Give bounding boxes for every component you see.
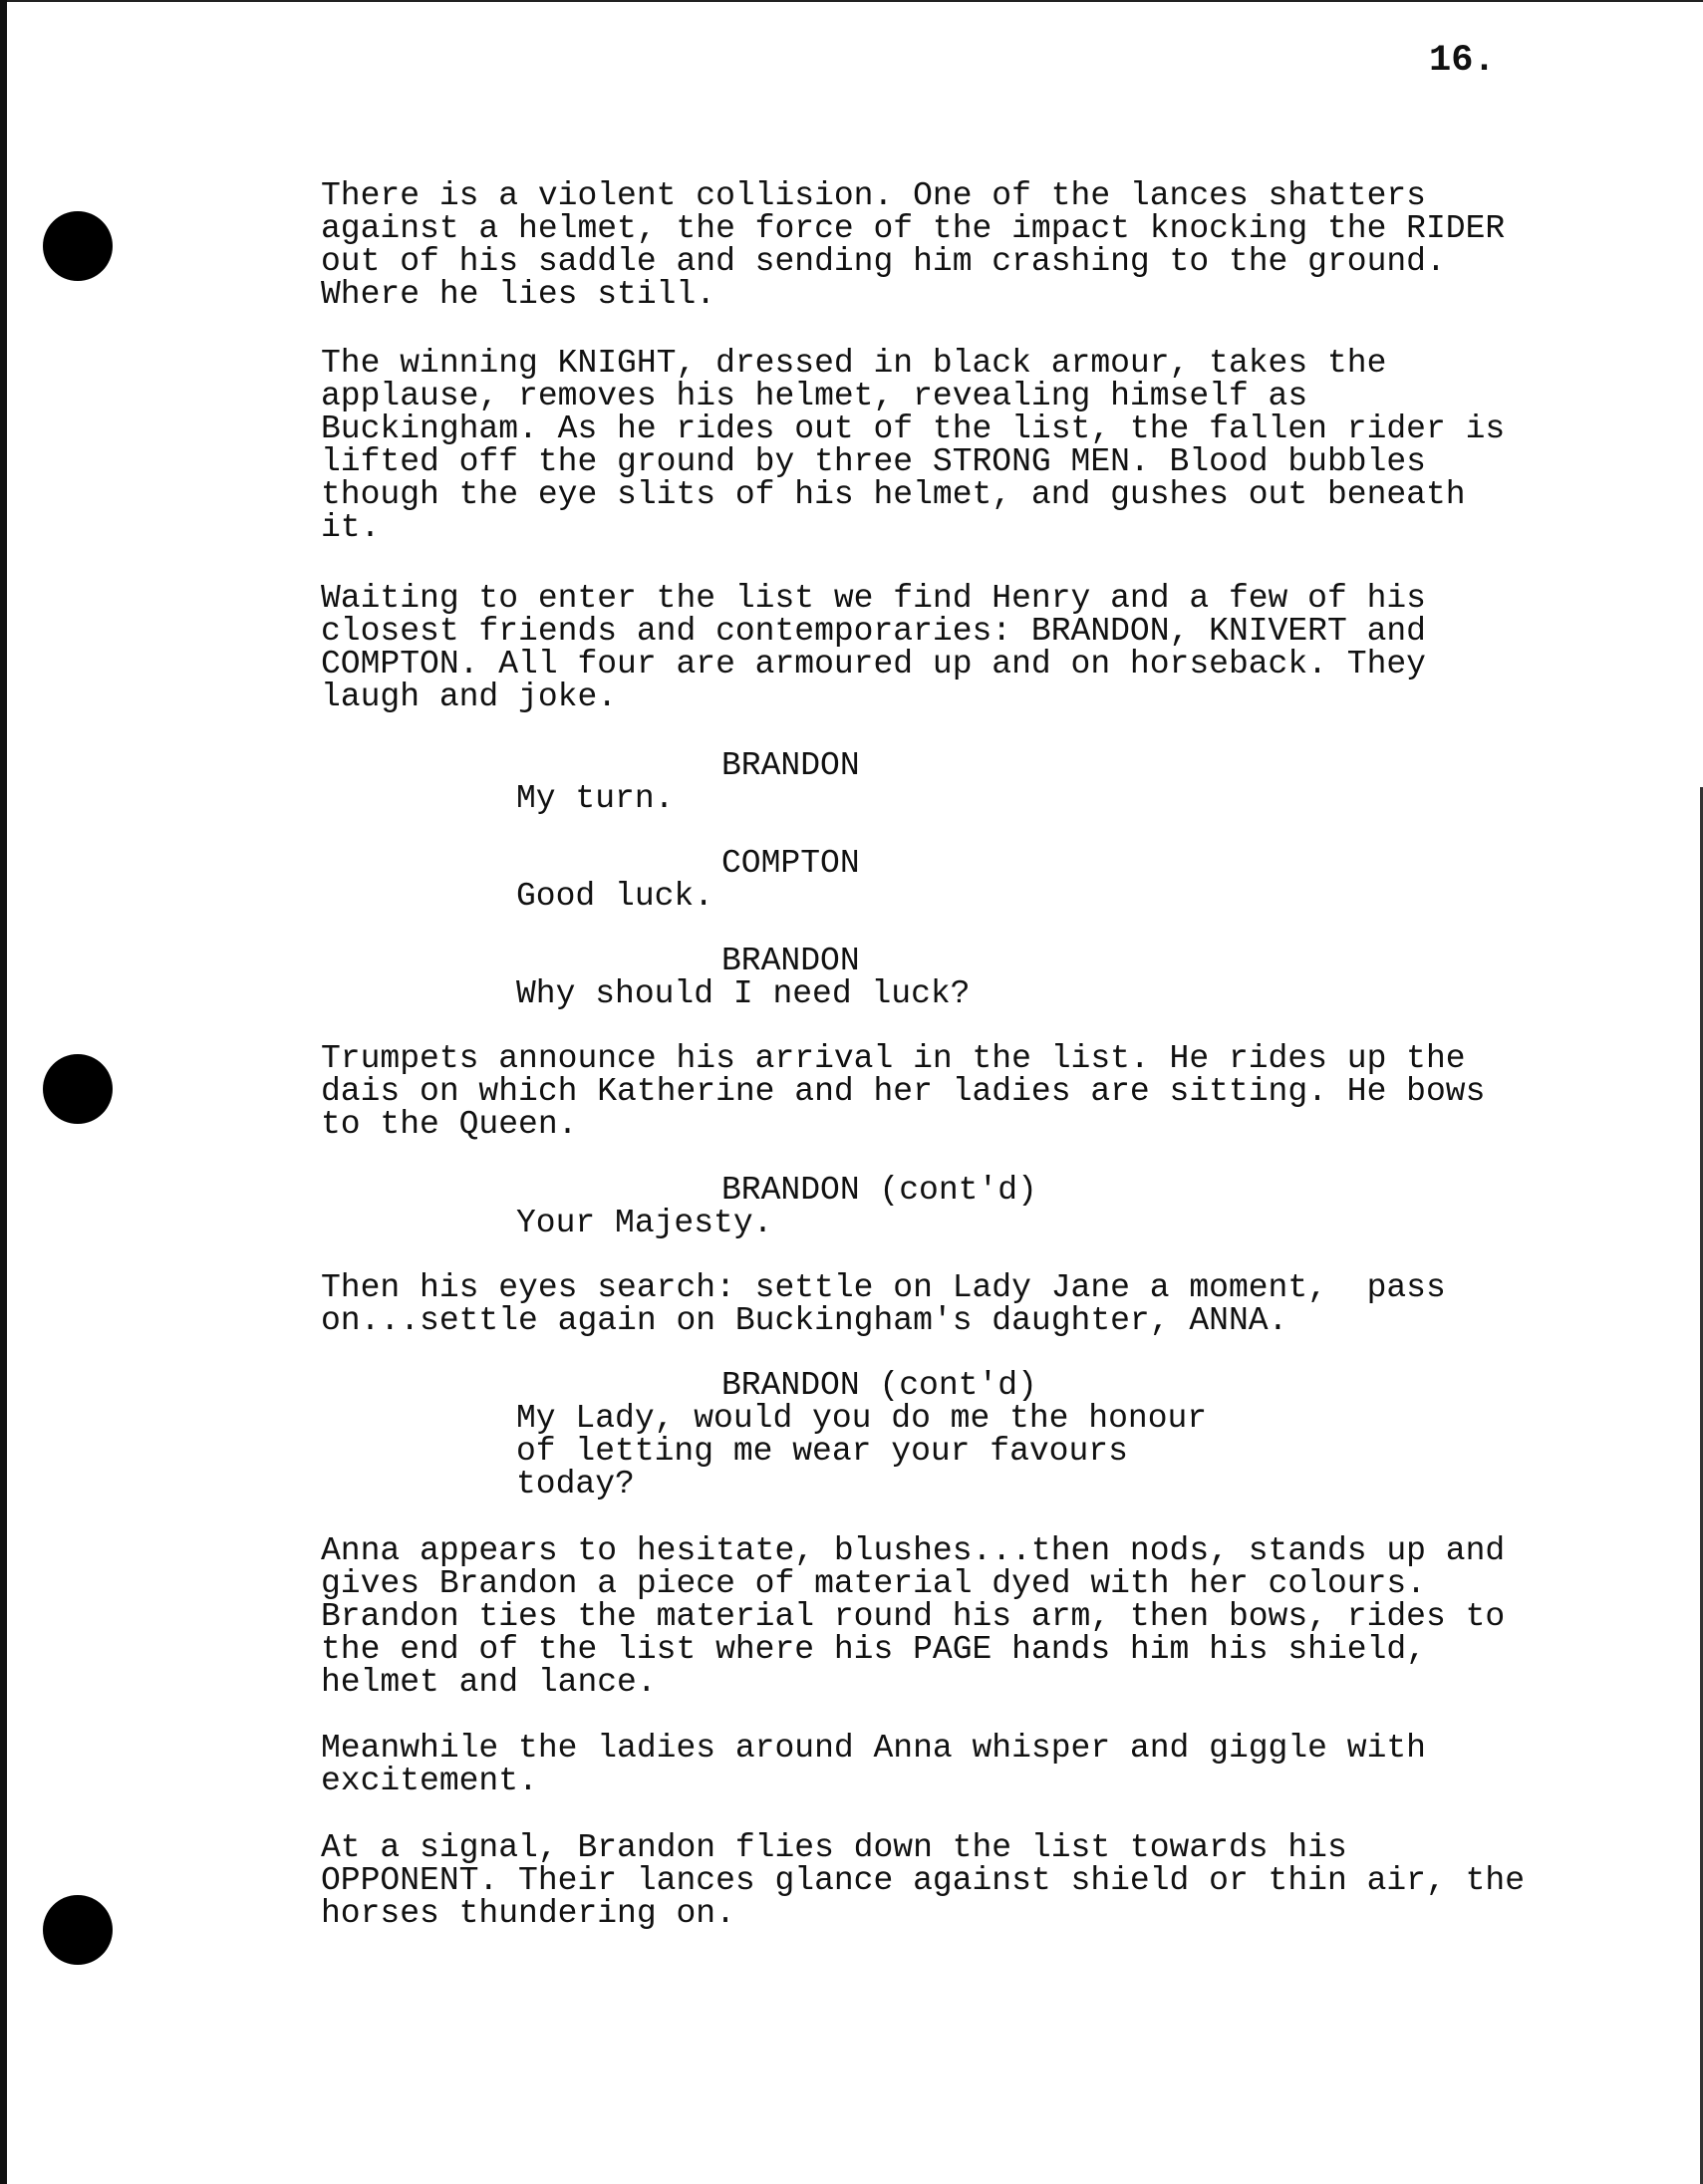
character-cue-brandon-2: BRANDON	[721, 943, 860, 979]
punch-hole-middle	[43, 1054, 113, 1124]
character-cue-compton: COMPTON	[721, 845, 860, 882]
action-winning-knight: The winning KNIGHT, dressed in black armour, takes the applause, removes his helmet, revealing himself as Buckingham. As he rides out of the list, the fallen rider is lifted off the ground by three STRONG MEN. Blood bubbles though the eye slits of his helmet, and gushes out beneath it.	[321, 345, 1506, 546]
action-trumpets: Trumpets announce his arrival in the list. He rides up the dais on which Katherine and her ladies are sitting. He bows to the Queen.	[321, 1040, 1486, 1143]
dialogue-your-majesty: Your Majesty.	[516, 1205, 773, 1241]
punch-hole-top	[43, 211, 113, 281]
character-cue-brandon-contd-2: BRANDON (cont'd)	[721, 1367, 1037, 1404]
dialogue-my-turn: My turn.	[516, 780, 675, 817]
dialogue-why-need-luck: Why should I need luck?	[516, 975, 971, 1012]
action-waiting-to-enter: Waiting to enter the list we find Henry and a few of his closest friends and contemporaries: BRANDON, KNIVERT and COMPTON. All four are armoured up and on horseback. They laugh and joke.	[321, 580, 1426, 715]
character-cue-brandon-contd: BRANDON (cont'd)	[721, 1172, 1037, 1209]
character-cue-brandon: BRANDON	[721, 747, 860, 784]
action-ladies-whisper: Meanwhile the ladies around Anna whisper and giggle with excitement.	[321, 1730, 1426, 1799]
dialogue-my-lady: My Lady, would you do me the honour of letting me wear your favours today?	[516, 1400, 1208, 1502]
action-anna-hesitates: Anna appears to hesitate, blushes...then nods, stands up and gives Brandon a piece of material dyed with her colours. Brandon ties the material round his arm, then bows, rides to the end of the list where his PAGE hands him his shield, helmet and lance.	[321, 1532, 1506, 1701]
page-top-edge	[0, 0, 1703, 2]
action-eyes-search: Then his eyes search: settle on Lady Jane a moment, pass on...settle again on Buckingham's daughter, ANNA.	[321, 1269, 1446, 1339]
dialogue-good-luck: Good luck.	[516, 878, 714, 915]
page-left-edge	[0, 0, 7, 2184]
page-number: 16.	[1429, 40, 1496, 82]
action-at-a-signal: At a signal, Brandon flies down the list towards his OPPONENT. Their lances glance against shield or thin air, the horses thundering on.	[321, 1829, 1525, 1932]
action-collision: There is a violent collision. One of the lances shatters against a helmet, the force of the impact knocking the RIDER out of his saddle and sending him crashing to the ground. Where he lies still.	[321, 177, 1506, 313]
punch-hole-bottom	[43, 1895, 113, 1965]
